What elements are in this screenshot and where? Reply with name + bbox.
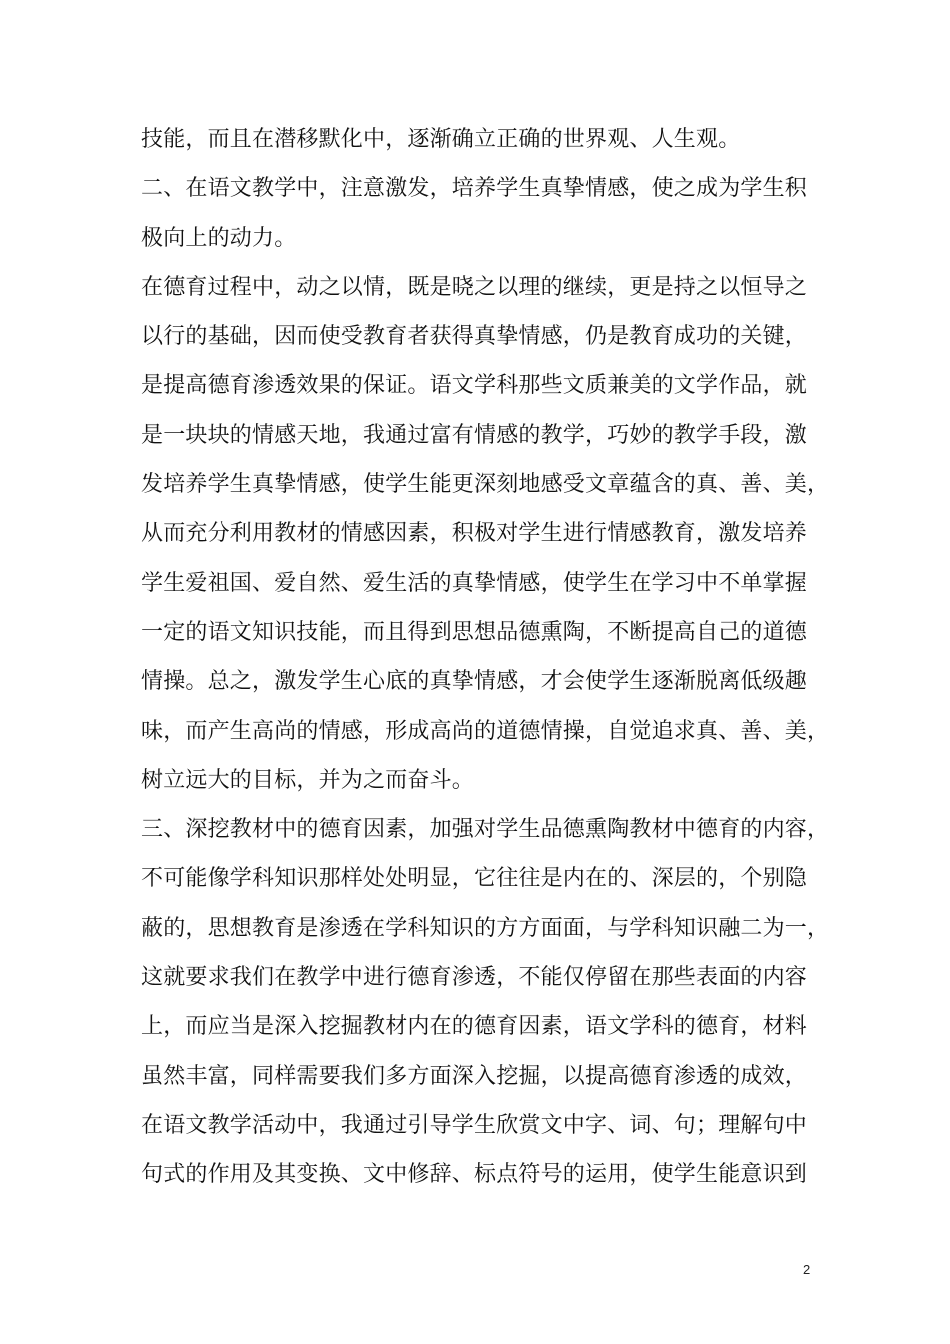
text-line: 二、在语文教学中，注意激发，培养学生真挚情感，使之成为学生积 bbox=[141, 176, 808, 202]
page-number: 2 bbox=[803, 1262, 811, 1277]
text-line: 从而充分利用教材的情感因素，积极对学生进行情感教育，激发培养 bbox=[141, 521, 808, 547]
text-line: 是提高德育渗透效果的保证。语文学科那些文质兼美的文学作品，就 bbox=[141, 373, 808, 399]
text-line: 树立远大的目标，并为之而奋斗。 bbox=[141, 767, 475, 793]
text-line: 极向上的动力。 bbox=[141, 225, 297, 251]
text-line: 虽然丰富，同样需要我们多方面深入挖掘，以提高德育渗透的成效， bbox=[141, 1063, 808, 1089]
body-text bbox=[141, 115, 830, 1200]
text-line: 是一块块的情感天地，我通过富有情感的教学，巧妙的教学手段，激 bbox=[141, 422, 808, 448]
text-line: 在德育过程中，动之以情，既是晓之以理的继续，更是持之以恒导之 bbox=[141, 274, 808, 300]
text-line: 上，而应当是深入挖掘教材内在的德育因素，语文学科的德育，材料 bbox=[141, 1014, 808, 1040]
text-line: 以行的基础，因而使受教育者获得真挚情感，仍是教育成功的关键， bbox=[141, 324, 808, 350]
text-line: 味，而产生高尚的情感，形成高尚的道德情操，自觉追求真、善、美， bbox=[141, 718, 830, 744]
text-line: 学生爱祖国、爱自然、爱生活的真挚情感，使学生在学习中不单掌握 bbox=[141, 570, 808, 596]
text-line: 三、深挖教材中的德育因素，加强对学生品德熏陶教材中德育的内容， bbox=[141, 817, 830, 843]
text-line: 情操。总之，激发学生心底的真挚情感，才会使学生逐渐脱离低级趣 bbox=[141, 669, 808, 695]
text-line: 发培养学生真挚情感，使学生能更深刻地感受文章蕴含的真、善、美， bbox=[141, 472, 830, 498]
text-line: 句式的作用及其变换、文中修辞、标点符号的运用，使学生能意识到 bbox=[141, 1162, 808, 1188]
text-line: 蔽的，思想教育是渗透在学科知识的方方面面，与学科知识融二为一， bbox=[141, 915, 830, 941]
text-line: 技能，而且在潜移默化中，逐渐确立正确的世界观、人生观。 bbox=[141, 127, 741, 152]
text-line: 在语文教学活动中，我通过引导学生欣赏文中字、词、句；理解句中 bbox=[141, 1112, 808, 1138]
text-line: 不可能像学科知识那样处处明显，它往往是内在的、深层的，个别隐 bbox=[141, 866, 808, 892]
text-line: 这就要求我们在教学中进行德育渗透，不能仅停留在那些表面的内容 bbox=[141, 965, 808, 991]
text-line: 一定的语文知识技能，而且得到思想品德熏陶，不断提高自己的道德 bbox=[141, 619, 808, 645]
